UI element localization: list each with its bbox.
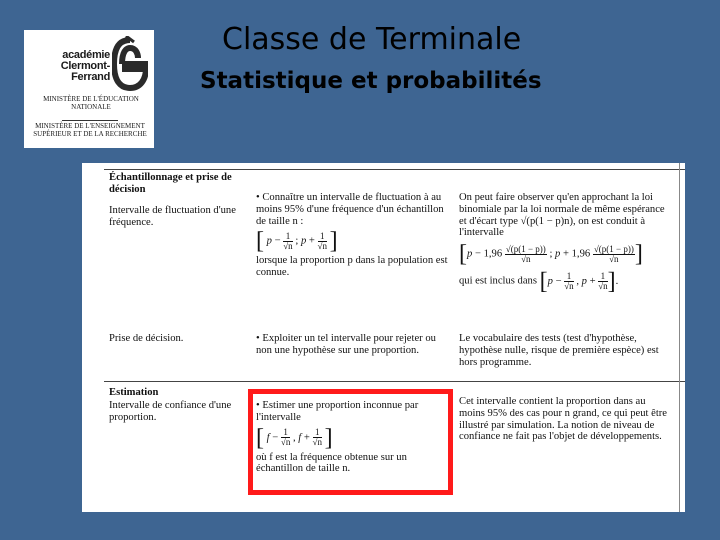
capacity-estimate-definition: où f est la fréquence obtenue sur un échantillon de taille n. <box>256 451 407 475</box>
ministry-research-label: MINISTÈRE DE L'ENSEIGNEMENT SUPÉRIEUR ET DE LA RECHERCHE <box>33 122 147 138</box>
comment-test-vocabulary: Le vocabulaire des tests (test d'hypothèse, hypothèse nulle, risque de première espèce) est hors programme. <box>459 333 659 368</box>
comment-binomial-text: On peut faire observer qu'en approchant la loi binomiale par la loi normale de même espérance et d'écart type √(p(1 − p)n), on est conduit à l'intervalle <box>459 192 665 239</box>
table-top-rule <box>104 169 685 170</box>
capacity-estimate-text: • Estimer une proportion inconnue par l'intervalle <box>256 400 419 423</box>
logo-divider <box>62 120 118 121</box>
capacity-fluctuation-interval <box>256 192 454 279</box>
program-table-scan <box>82 163 685 512</box>
academy-line1: académie <box>62 49 110 61</box>
page-subtitle: Statistique et probabilités <box>200 68 542 94</box>
section-heading-estimation: Estimation <box>109 387 159 398</box>
content-decision: Prise de décision. <box>109 333 184 344</box>
table-right-border <box>679 163 680 512</box>
content-fluctuation-interval: Intervalle de fluctuation d'une fréquence. <box>109 205 236 228</box>
capacity-fluctuation-condition: lorsque la proportion p dans la population est connue. <box>256 255 448 279</box>
formula-included-interval: [p − $\frac{1}{√n}$ , p + $\frac{1}{√n}$ ]. <box>539 268 619 295</box>
comment-confidence-level-text: La notion de niveau de confiance ne fait pas l'objet de développements. <box>459 419 662 443</box>
academy-name <box>30 50 110 83</box>
formula-normal-interval: [p − 1,96 $\frac{√(p(1 - p))}{√n}$ ; p + 1,96 $\frac{√(p(1 - p))}{√n}$ ] <box>459 241 643 268</box>
comment-coverage-text: Cet intervalle contient la proportion dans au moins 95% des cas pour n grand, ce qui peut être illustré par simulation. <box>459 396 667 431</box>
formula-confidence-interval: [ f − $\frac{1}{√n}$ , f + $\frac{1}{√n}$ ] <box>256 424 333 451</box>
comment-binomial-approximation <box>459 192 674 293</box>
section-divider-rule <box>104 381 685 382</box>
capacity-fluctuation-text: • Connaître un intervalle de fluctuation à au moins 95% d'une fréquence d'un échantillon de taille n : <box>256 192 444 227</box>
formula-fluctuation-interval: [ p − $\frac{1}{√n}$ ; p + $\frac{1}{√n}$ ] <box>256 228 338 255</box>
marianne-e-emblem-icon <box>112 36 148 92</box>
content-confidence-interval: Intervalle de confiance d'une proportion. <box>109 400 232 423</box>
page-title: Classe de Terminale <box>222 22 522 57</box>
red-highlight-box <box>248 389 453 495</box>
academy-logo <box>24 30 154 148</box>
ministry-education-label: MINISTÈRE DE L'ÉDUCATION NATIONALE <box>43 95 139 111</box>
comment-included-in: qui est inclus dans <box>459 275 537 287</box>
academy-line2: Clermont-Ferrand <box>60 60 110 83</box>
capacity-decision: • Exploiter un tel intervalle pour rejeter ou non une hypothèse sur une proportion. <box>256 333 436 356</box>
section-heading-sampling: Échantillonnage et prise de décision <box>109 172 232 195</box>
comment-confidence-coverage <box>459 396 674 443</box>
